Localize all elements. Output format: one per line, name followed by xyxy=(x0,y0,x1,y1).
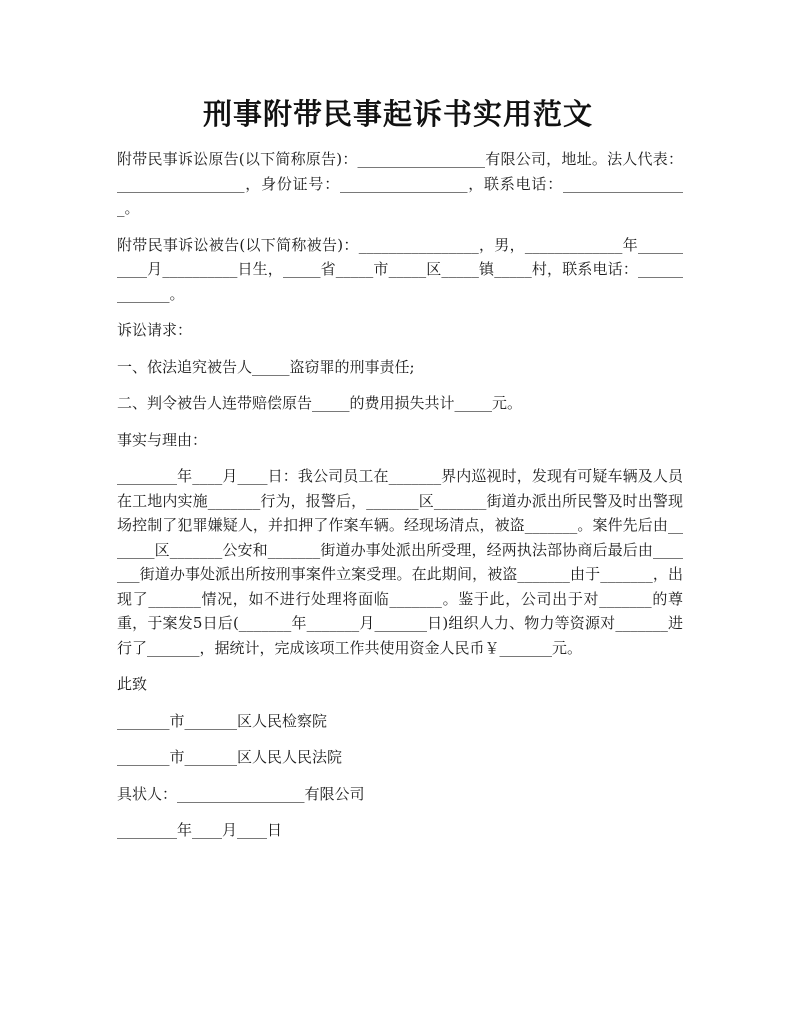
plaintiff-paragraph: 附带民事诉讼原告(以下简称原告)：_________________有限公司，地址。法人代表：_________________，身份证号：_________________，联系电话：_________________。 xyxy=(117,150,683,217)
facts-paragraph: ________年____月____日：我公司员工在_______界内巡视时，发现有可疑车辆及人员在工地内实施_______行为，报警后，_______区_______街道办派出所民警及时出警现场控制了犯罪嫌疑人，并扣押了作案车辆。经现场清点，被盗_______。案件先后由_______区_______公安和_______街道办事处派出所受理，经两执法部协商后最后由_______街道办事处派出所按刑事案件立案受理。在此期间，被盗_______由于_______，出现了_______情况，如不进行处理将面临_______。鉴于此，公司出于对_______的尊重，于案发5日后(_______年_______月_______日)组织人力、物力等资源对_______进行了_______，据统计，完成该项工作共使用资金人民币￥_______元。 xyxy=(117,467,683,657)
defendant-paragraph: 附带民事诉讼被告(以下简称被告)：________________，男，_____________年__________月__________日生，_____省_____市_____区_____镇_____村，联系电话：_____________。 xyxy=(117,235,683,303)
facts-heading: 事实与理由： xyxy=(117,430,208,449)
salutation: 此致 xyxy=(117,675,148,693)
claim-item-2: 二、判令被告人连带赔偿原告_____的费用损失共计_____元。 xyxy=(117,394,523,412)
claim-item-1: 一、依法追究被告人_____盗窃罪的刑事责任; xyxy=(117,357,415,376)
petitioner-line: 具状人：_________________有限公司 xyxy=(117,784,365,803)
document-body xyxy=(117,147,683,855)
document-title: 刑事附带民事起诉书实用范文 xyxy=(202,97,593,131)
recipient-court: _______市_______区人民人民法院 xyxy=(117,748,343,766)
recipient-procuratorate: _______市_______区人民检察院 xyxy=(117,711,328,730)
date-line: ________年____月____日 xyxy=(117,821,283,839)
claims-heading: 诉讼请求： xyxy=(117,321,193,339)
